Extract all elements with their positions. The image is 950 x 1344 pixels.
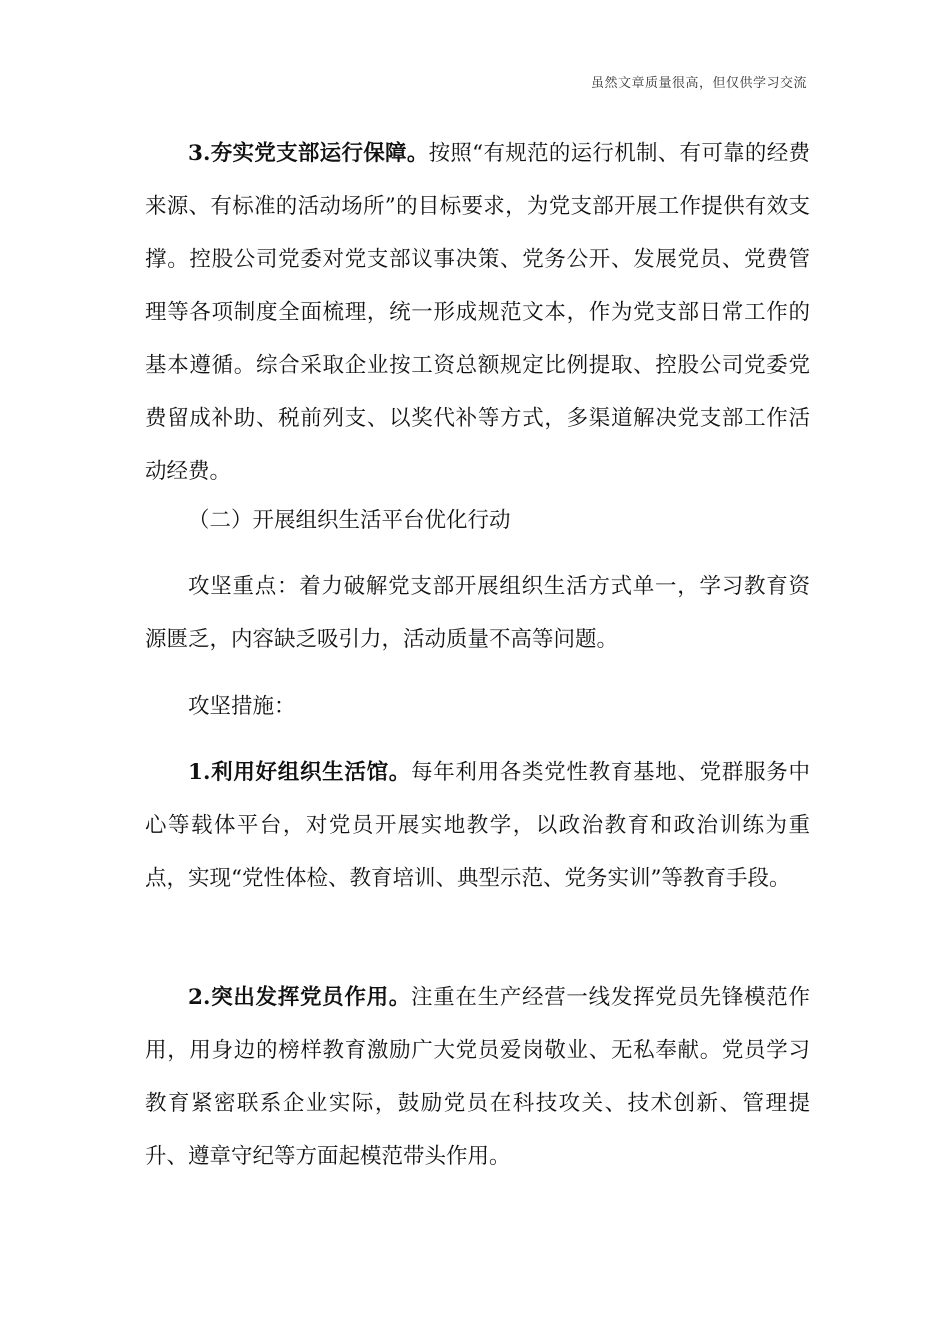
- measure-heading-1: 1.利用好组织生活馆。: [188, 760, 411, 785]
- section-body-3: 按照“有规范的运行机制、有可靠的经费来源、有标准的活动场所”的目标要求，为党支部开展工作提供有效支撑。控股公司党委对党支部议事决策、党务公开、发展党员、党费管理等各项制度全面梳理，统一形成规范文本，作为党支部日常工作的基本遵循。综合采取企业按工资总额规定比例提取、控股公司党委党费留成补助、税前列支、以奖代补等方式，多渠道解决党支部工作活动经费。: [145, 141, 810, 484]
- measures-label: 攻坚措施：: [188, 694, 296, 719]
- subheading: （二）开展组织生活平台优化行动: [188, 508, 511, 533]
- measure-paragraph-2: [145, 971, 810, 1183]
- section-heading-3: 3.夯实党支部运行保障。: [188, 141, 429, 166]
- measure-body-1: 每年利用各类党性教育基地、党群服务中心等载体平台，对党员开展实地教学，以政治教育和政治训练为重点，实现“党性体检、教育培训、典型示范、党务实训”等教育手段。: [145, 760, 810, 891]
- measure-heading-2: 2.突出发挥党员作用。: [188, 985, 411, 1010]
- section-paragraph-3: [145, 127, 810, 498]
- header-note: 虽然文章质量很高，但仅供学习交流: [590, 76, 807, 91]
- focus-paragraph: 攻坚重点：着力破解党支部开展组织生活方式单一，学习教育资源匮乏，内容缺乏吸引力，活动质量不高等问题。: [145, 574, 810, 652]
- measure-paragraph-1: [145, 746, 810, 905]
- measure-body-2: 注重在生产经营一线发挥党员先锋模范作用，用身边的榜样教育激励广大党员爱岗敬业、无私奉献。党员学习教育紧密联系企业实际，鼓励党员在科技攻关、技术创新、管理提升、遵章守纪等方面起模范带头作用。: [145, 985, 810, 1169]
